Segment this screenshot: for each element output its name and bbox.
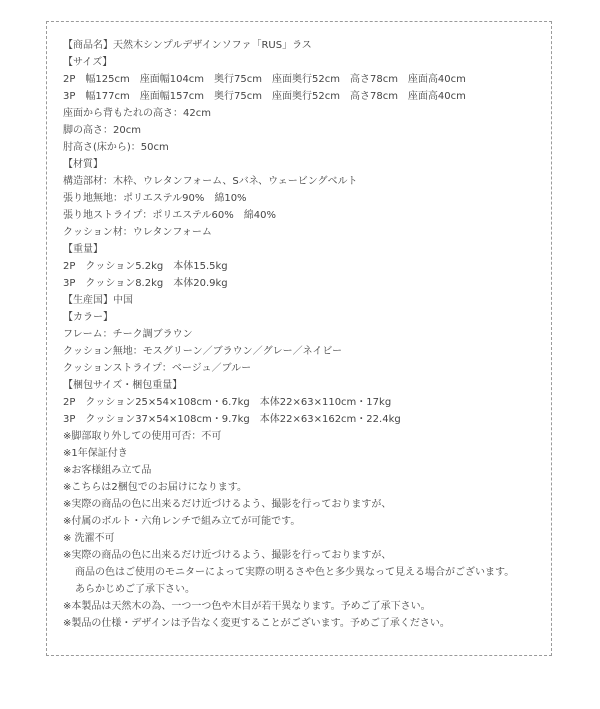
- spec-note-color-2-end: あらかじめご了承下さい。: [75, 584, 195, 595]
- product-spec-list: [63, 37, 543, 632]
- spec-weight-heading: 【重量】: [63, 244, 103, 255]
- spec-material-stripe: 張り地ストライプ：ポリエステル60% 綿40%: [63, 210, 276, 221]
- spec-product-name: 【商品名】天然木シンプルデザインソファ「RUS」ラス: [63, 40, 312, 51]
- spec-weight-3p: 3P クッション8.2kg 本体20.9kg: [63, 278, 228, 289]
- spec-material-structure: 構造部材：木枠、ウレタンフォーム、Sバネ、ウェービングベルト: [63, 176, 358, 187]
- spec-note-color-2: ※実際の商品の色に出来るだけ近づけるよう、撮影を行っておりますが、: [63, 550, 392, 561]
- spec-color-cushion-stripe: クッションストライプ：ベージュ／ブルー: [63, 363, 252, 374]
- spec-material-heading: 【材質】: [63, 159, 103, 170]
- spec-note-packages: ※こちらは2梱包でのお届けになります。: [63, 482, 247, 493]
- spec-note-warranty: ※1年保証付き: [63, 448, 128, 459]
- spec-material-plain: 張り地無地：ポリエステル90% 綿10%: [63, 193, 247, 204]
- spec-back-height: 座面から背もたれの高さ：42cm: [63, 108, 211, 119]
- spec-color-cushion-plain: クッション無地：モスグリーン／ブラウン／グレー／ネイビー: [63, 346, 342, 357]
- spec-color-frame: フレーム：チーク調ブラウン: [63, 329, 193, 340]
- spec-note-changes: ※製品の仕様・デザインは予告なく変更することがございます。予めご了承ください。: [63, 618, 450, 629]
- spec-note-assembly: ※お客様組み立て品: [63, 465, 152, 476]
- spec-note-legs: ※脚部取り外しての使用可否：不可: [63, 431, 222, 442]
- spec-package-heading: 【梱包サイズ・梱包重量】: [63, 380, 183, 391]
- spec-package-3p: 3P クッション37×54×108cm・9.7kg 本体22×63×162cm・22.4kg: [63, 414, 401, 425]
- spec-note-wood: ※本製品は天然木の為、一つ一つ色や木目が若干異なります。予めご了承下さい。: [63, 601, 431, 612]
- spec-package-2p: 2P クッション25×54×108cm・6.7kg 本体22×63×110cm・17kg: [63, 397, 392, 408]
- spec-size-2p: 2P 幅125cm 座面幅104cm 奥行75cm 座面奥行52cm 高さ78cm 座面高40cm: [63, 74, 466, 85]
- spec-size-heading: 【サイズ】: [63, 57, 113, 68]
- spec-origin: 【生産国】中国: [63, 295, 133, 306]
- spec-material-cushion: クッション材：ウレタンフォーム: [63, 227, 212, 238]
- spec-leg-height: 脚の高さ：20cm: [63, 125, 141, 136]
- spec-note-color-2-cont: 商品の色はご使用のモニターによって実際の明るさや色と多少異なって見える場合がございます。: [75, 567, 515, 578]
- spec-note-tools: ※付属のボルト・六角レンチで組み立てが可能です。: [63, 516, 301, 527]
- spec-weight-2p: 2P クッション5.2kg 本体15.5kg: [63, 261, 228, 272]
- spec-note-color-1: ※実際の商品の色に出来るだけ近づけるよう、撮影を行っておりますが、: [63, 499, 392, 510]
- spec-color-heading: 【カラー】: [63, 312, 113, 323]
- spec-size-3p: 3P 幅177cm 座面幅157cm 奥行75cm 座面奥行52cm 高さ78cm 座面高40cm: [63, 91, 466, 102]
- spec-arm-height: 肘高さ(床から)：50cm: [63, 142, 169, 153]
- spec-note-washing: ※ 洗濯不可: [63, 533, 115, 544]
